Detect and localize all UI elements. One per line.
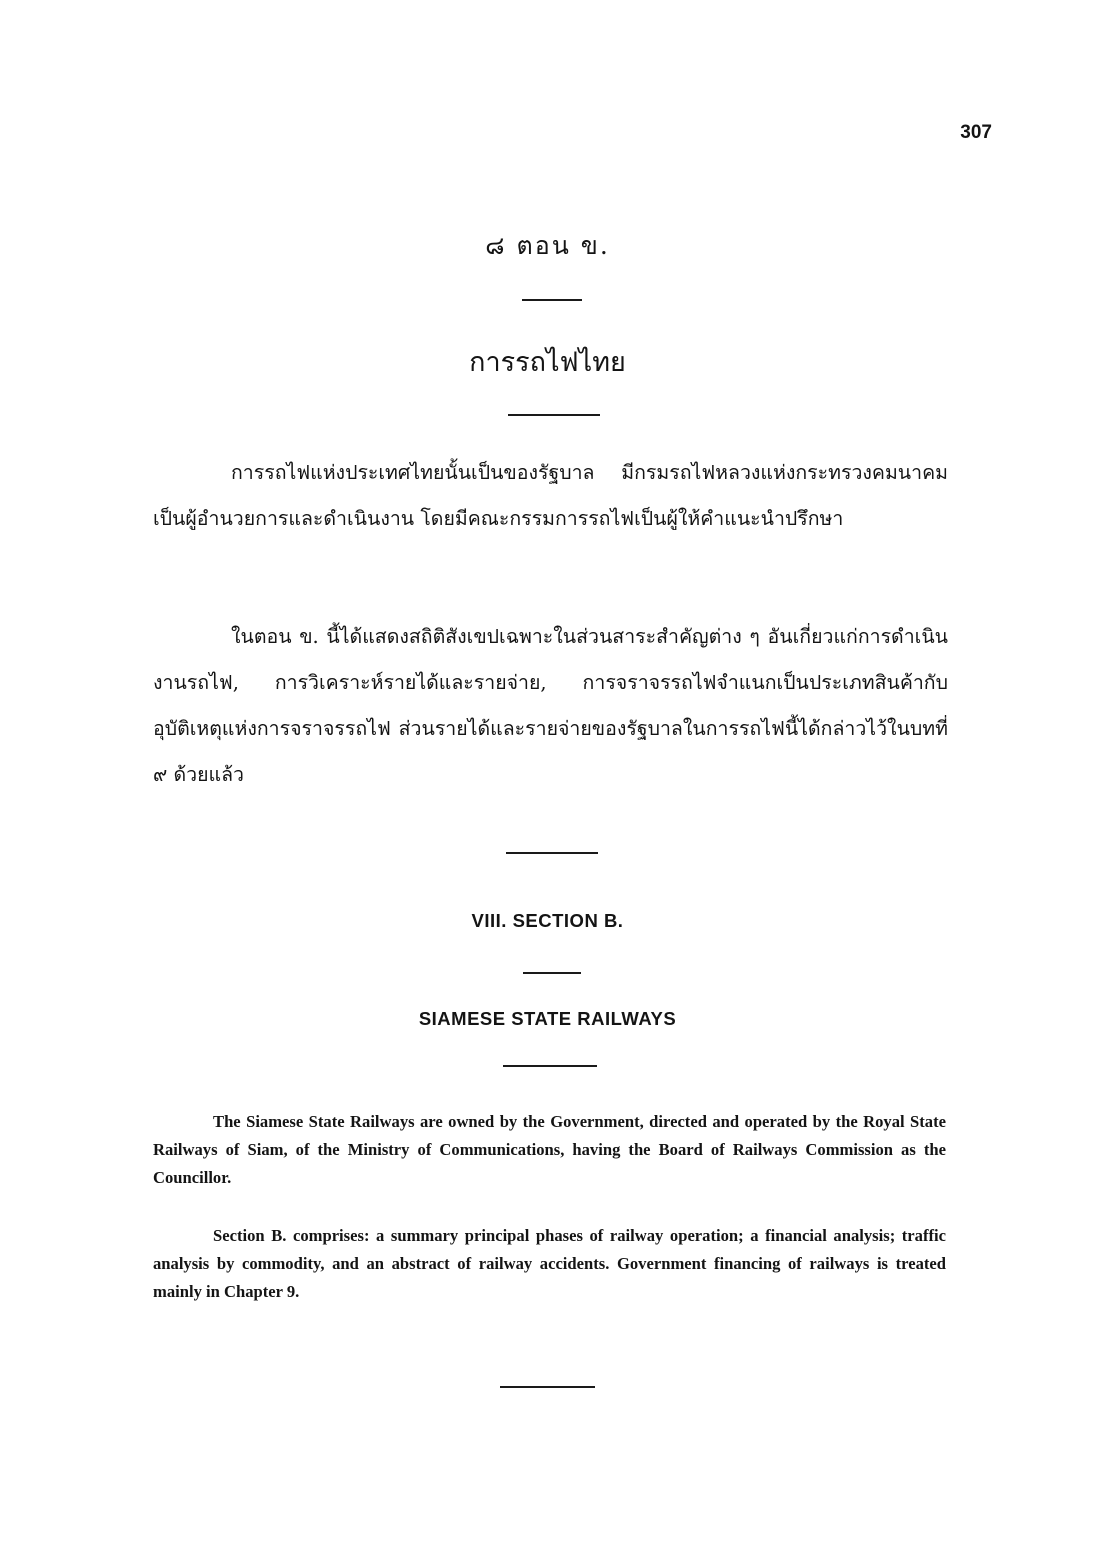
divider-rule: [506, 852, 598, 854]
english-paragraph-2: [153, 1222, 946, 1306]
english-section-heading: VIII. SECTION B.: [471, 910, 624, 931]
thai-section-heading: ๘ ตอน ข.: [485, 231, 610, 260]
english-paragraph-1: [153, 1108, 946, 1192]
divider-rule: [500, 1386, 595, 1388]
page-number: 307: [960, 122, 992, 143]
thai-paragraph-2: [153, 614, 948, 798]
english-paragraph-2-text: Section B. comprises: a summary principal phases of railway operation; a financial analysis; traffic analysis by commodity, and an abstract of railway accidents. Government financing of railways is treated mainly in Chapter 9.: [153, 1226, 946, 1301]
divider-rule: [503, 1065, 597, 1067]
thai-title: การรถไฟไทย: [469, 347, 626, 378]
english-title: SIAMESE STATE RAILWAYS: [418, 1008, 677, 1029]
thai-paragraph-2-text: ในตอน ข. นี้ได้แสดงสถิติสังเขปเฉพาะในส่วนสาระสำคัญต่าง ๆ อันเกี่ยวแก่การดำเนินงานรถไฟ, การวิเคราะห์รายได้และรายจ่าย, การจราจรรถไฟจำแนกเป็นประเภทสินค้ากับอุบัติเหตุแห่งการจราจรรถไฟ ส่วนรายได้และรายจ่ายของรัฐบาลในการรถไฟนี้ได้กล่าวไว้ในบทที่ ๙ ด้วยแล้ว: [153, 625, 948, 786]
thai-paragraph-1: [153, 450, 948, 542]
divider-rule: [522, 299, 582, 301]
english-paragraph-1-text: The Siamese State Railways are owned by the Government, directed and operated by the Royal State Railways of Siam, of the Ministry of Communications, having the Board of Railways Commission as the Councillor.: [153, 1112, 946, 1187]
thai-paragraph-1-text: การรถไฟแห่งประเทศไทยนั้นเป็นของรัฐบาล มีกรมรถไฟหลวงแห่งกระทรวงคมนาคมเป็นผู้อำนวยการและดำเนินงาน โดยมีคณะกรรมการรถไฟเป็นผู้ให้คำแนะนำปรึกษา: [153, 461, 948, 530]
divider-rule: [508, 414, 600, 416]
divider-rule: [523, 972, 581, 974]
